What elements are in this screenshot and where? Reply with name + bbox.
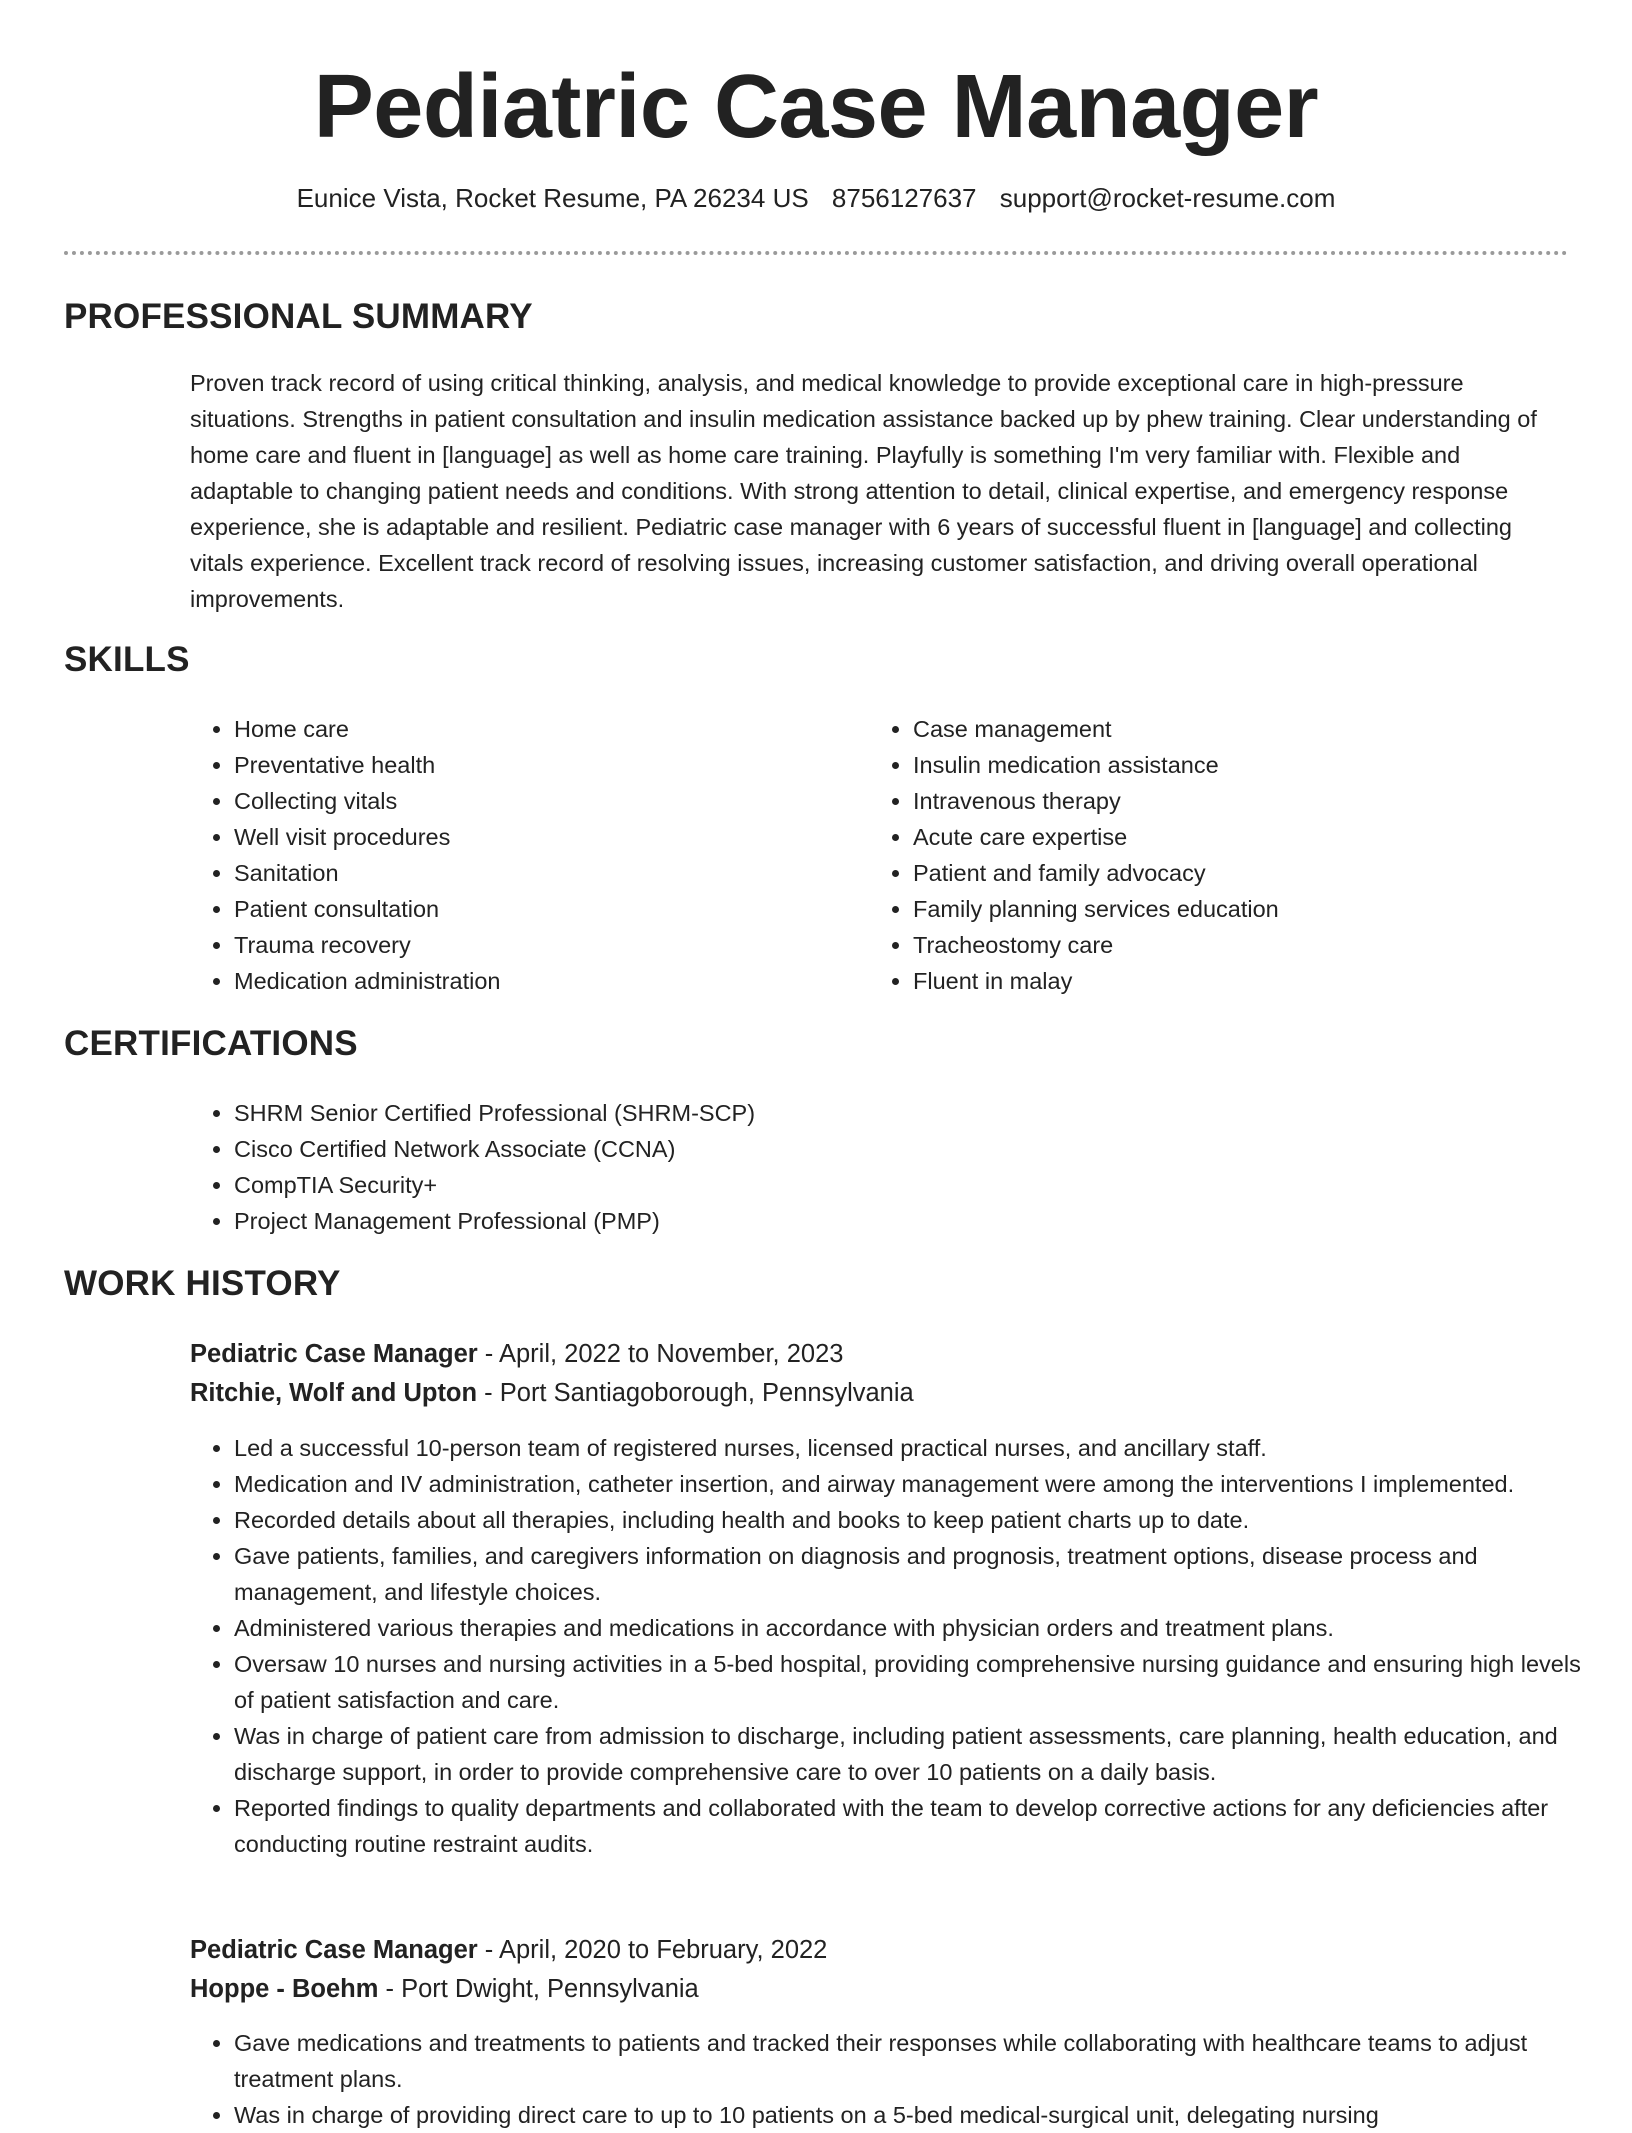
skill-item: • Intravenous therapy	[913, 783, 1593, 819]
skills-list-left	[190, 711, 834, 999]
job-duty-item: • Recorded details about all therapies, including health and books to keep patient charts up to date.	[234, 1502, 1604, 1538]
header-divider	[64, 251, 1568, 255]
contact-email: support@rocket-resume.com	[999, 183, 1336, 213]
contact-line	[0, 180, 1632, 216]
job-company: Hoppe - Boehm	[190, 1975, 379, 2003]
skill-item: • Sanitation	[234, 855, 834, 891]
job-duty-item: • Was in charge of providing direct care to up to 10 patients on a 5-bed medical-surgical unit, delegating nursing	[234, 2097, 1604, 2133]
job-duty-item: • Led a successful 10-person team of registered nurses, licensed practical nurses, and ancillary staff.	[234, 1430, 1604, 1466]
certifications-heading: CERTIFICATIONS	[64, 1024, 358, 1063]
skill-item: • Case management	[913, 711, 1593, 747]
job-duty-item: • Gave medications and treatments to patients and tracked their responses while collaborating with healthcare teams to adjust treatment plans.	[234, 2025, 1604, 2097]
certifications-list	[190, 1095, 1604, 1239]
job-duty-item: • Was in charge of patient care from admission to discharge, including patient assessments, care planning, health education, and discharge support, in order to provide comprehensive care to over 10 patients on a daily basis.	[234, 1718, 1604, 1790]
job-title: Pediatric Case Manager	[190, 1340, 478, 1368]
job-duty-item: • Oversaw 10 nurses and nursing activities in a 5-bed hospital, providing comprehensive nursing guidance and ensuring high levels of patient satisfaction and care.	[234, 1646, 1604, 1718]
skill-item: • Family planning services education	[913, 891, 1593, 927]
skill-item: • Patient consultation	[234, 891, 834, 927]
summary-heading: PROFESSIONAL SUMMARY	[64, 297, 533, 336]
skill-item: • Trauma recovery	[234, 927, 834, 963]
job-location: - Port Dwight, Pennsylvania	[378, 1975, 699, 2003]
job-duties-list	[190, 2025, 1604, 2133]
job-company: Ritchie, Wolf and Upton	[190, 1379, 478, 1407]
job-duties-list	[190, 1430, 1604, 1862]
skill-item: • Well visit procedures	[234, 819, 834, 855]
contact-address: Eunice Vista, Rocket Resume, PA 26234 US	[296, 183, 809, 213]
job-company-line	[190, 1971, 699, 2007]
skills-heading: SKILLS	[64, 640, 190, 679]
contact-phone: 8756127637	[831, 183, 977, 213]
skill-item: • Collecting vitals	[234, 783, 834, 819]
skills-list-right	[869, 711, 1593, 999]
job-dates: - April, 2020 to February, 2022	[477, 1936, 828, 1964]
job-duty-item: • Medication and IV administration, catheter insertion, and airway management were among the interventions I implemented.	[234, 1466, 1604, 1502]
job-title-line	[190, 1336, 843, 1372]
skill-item: • Patient and family advocacy	[913, 855, 1593, 891]
certification-item: • Project Management Professional (PMP)	[234, 1203, 1604, 1239]
certification-item: • CompTIA Security+	[234, 1167, 1604, 1203]
skill-item: • Insulin medication assistance	[913, 747, 1593, 783]
job-dates: - April, 2022 to November, 2023	[477, 1340, 844, 1368]
skill-item: • Preventative health	[234, 747, 834, 783]
skill-item: • Home care	[234, 711, 834, 747]
summary-text: Proven track record of using critical thinking, analysis, and medical knowledge to provide exceptional care in high-pressure situations. Strengths in patient consultation and insulin medication assistance backed up by phew training. Clear understanding of home care and fluent in [language] as well as home care training. Playfully is something I'm very familiar with. Flexible and adaptable to changing patient needs and conditions. With strong attention to detail, clinical expertise, and emergency response experience, she is adaptable and resilient. Pediatric case manager with 6 years of successful fluent in [language] and collecting vitals experience. Excellent track record of resolving issues, increasing customer satisfaction, and driving overall operational improvements.	[190, 370, 1537, 612]
job-duty-item: • Reported findings to quality departments and collaborated with the team to develop corrective actions for any deficiencies after conducting routine restraint audits.	[234, 1790, 1604, 1862]
job-duty-item: • Gave patients, families, and caregivers information on diagnosis and prognosis, treatment options, disease process and management, and lifestyle choices.	[234, 1538, 1604, 1610]
work-history-heading: WORK HISTORY	[64, 1264, 341, 1303]
job-location: - Port Santiagoborough, Pennsylvania	[477, 1379, 914, 1407]
job-company-line	[190, 1375, 914, 1411]
certification-item: • SHRM Senior Certified Professional (SHRM-SCP)	[234, 1095, 1604, 1131]
skill-item: • Medication administration	[234, 963, 834, 999]
skill-item: • Acute care expertise	[913, 819, 1593, 855]
resume-title: Pediatric Case Manager	[313, 57, 1319, 157]
job-title: Pediatric Case Manager	[190, 1936, 478, 1964]
skill-item: • Tracheostomy care	[913, 927, 1593, 963]
job-title-line	[190, 1932, 827, 1968]
skill-item: • Fluent in malay	[913, 963, 1593, 999]
job-duty-item: • Administered various therapies and medications in accordance with physician orders and treatment plans.	[234, 1610, 1604, 1646]
certification-item: • Cisco Certified Network Associate (CCNA)	[234, 1131, 1604, 1167]
